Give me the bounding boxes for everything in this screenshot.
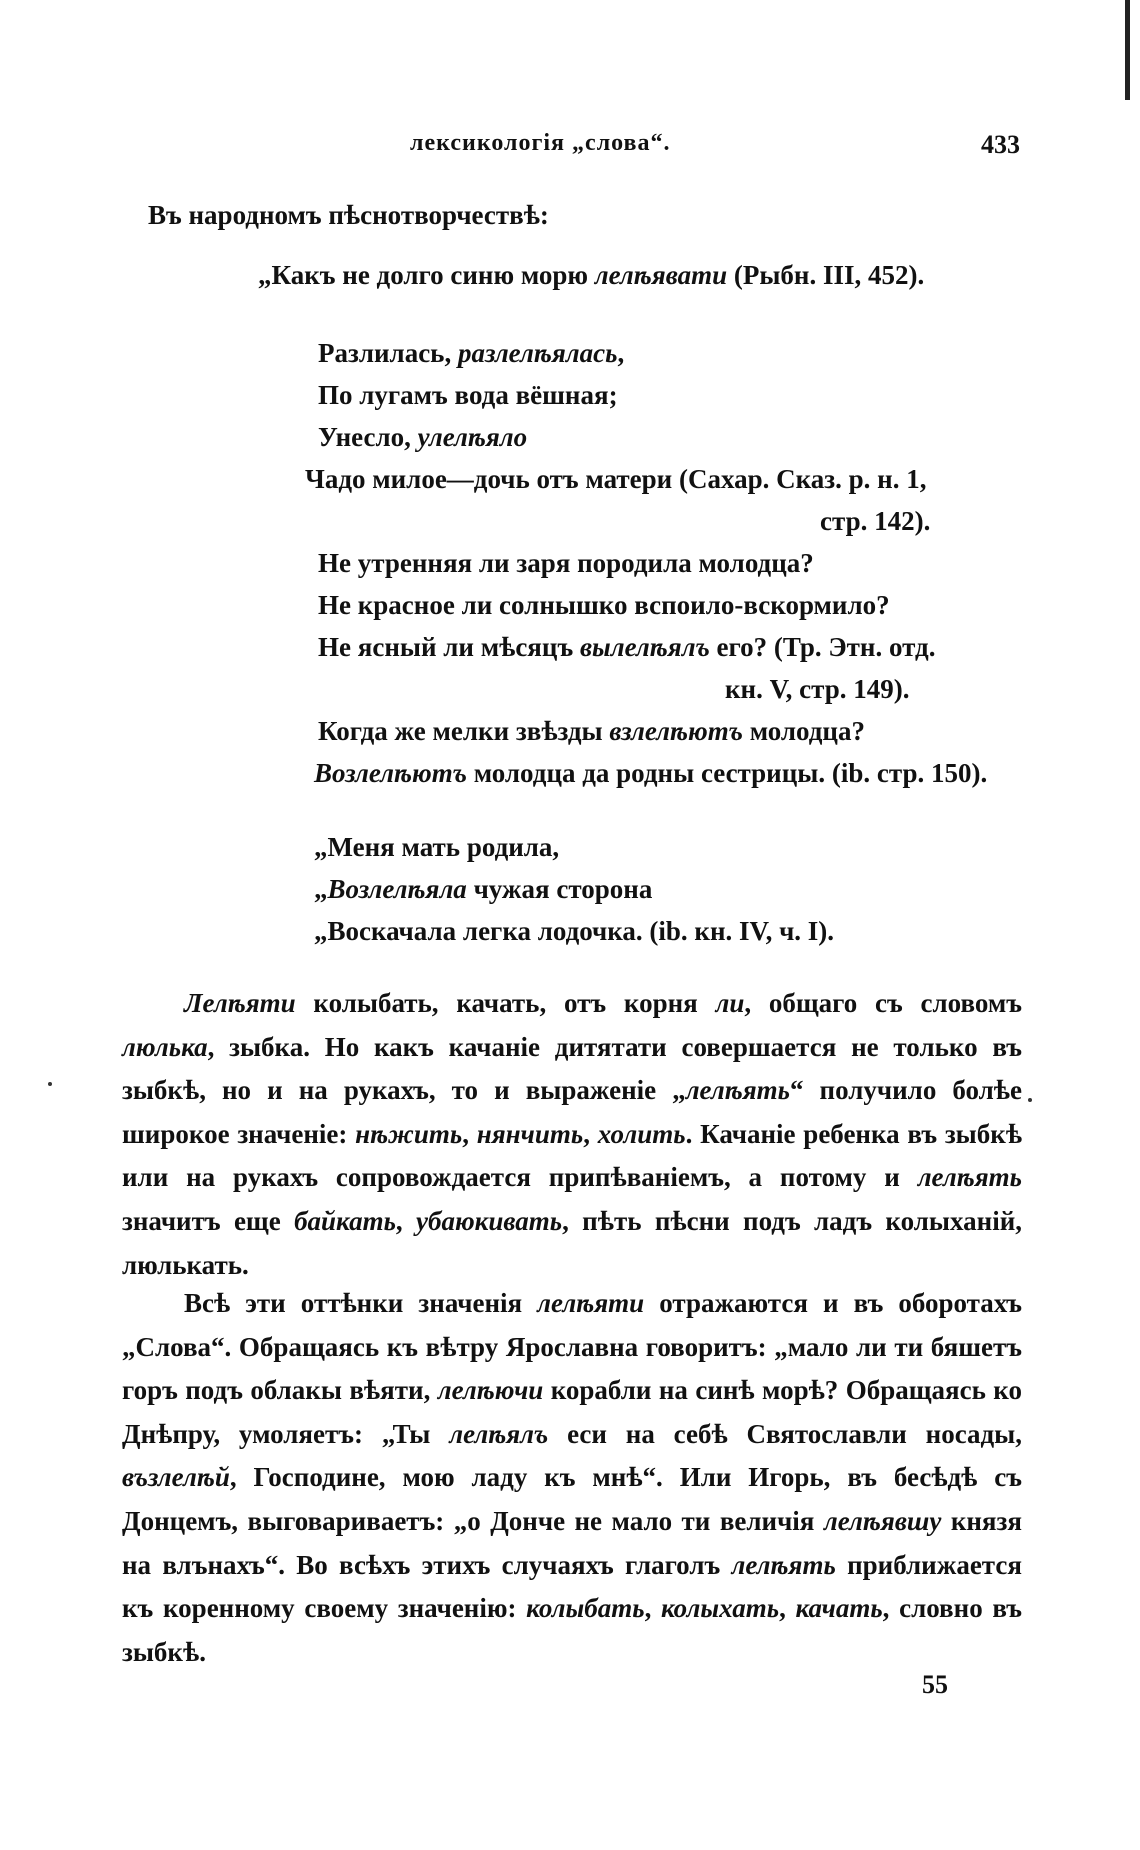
emphasis: холить: [597, 1118, 686, 1149]
verse-text: Разлилась,: [318, 338, 458, 368]
quote-citation: (Рыбн. III, 452).: [727, 260, 925, 290]
verse-emphasis: взлелѣютъ: [609, 716, 743, 746]
verse-text: Унесло,: [318, 422, 418, 452]
verse-text: чужая сторона: [466, 874, 653, 904]
text: ,: [583, 1118, 598, 1149]
verse-text: его? (Тр. Этн. отд.: [709, 632, 936, 662]
text: , пѣть пѣсни подъ ладъ колыханій, люлькать.: [122, 1205, 1022, 1280]
text: , Господине, мою ладу къ мнѣ“. Или Игорь, въ бесѣдѣ съ Донцемъ, выговариваетъ: „о Донче не мало ти величія: [122, 1462, 1022, 1536]
text: ,: [395, 1205, 416, 1236]
paragraph-2: [122, 1282, 1022, 1674]
emphasis: качать: [795, 1593, 883, 1624]
emphasis: нѣжить: [355, 1118, 463, 1149]
verse2-line: „Меня мать родила,: [314, 832, 560, 862]
quote-text: „Какъ не долго синю морю: [258, 260, 595, 290]
text: еси на себѣ Святославли носады,: [548, 1418, 1022, 1449]
running-title: лексикологія „слова“.: [410, 130, 671, 156]
verse-line: [314, 756, 987, 790]
quote-line: [258, 258, 924, 292]
verse-emphasis: Возлелѣютъ: [314, 758, 467, 788]
verse-text: молодца да родны сестрицы. (ib. стр. 150).: [466, 758, 988, 788]
verse-text: ,: [617, 338, 625, 368]
text: , общаго съ словомъ: [744, 988, 1022, 1018]
text: отражаются и въ оборотахъ „Слова“. Обращаясь къ вѣтру Ярославна говоритъ: „мало ли ти бяшетъ горъ подъ облакы вѣяти,: [122, 1288, 1022, 1406]
emphasis: лелѣяти: [537, 1288, 645, 1318]
emphasis: ли: [715, 988, 745, 1018]
emphasis: лелѣять: [685, 1075, 790, 1106]
verse-line: [318, 630, 935, 664]
page-edge-line: [1125, 0, 1130, 100]
emphasis: Лелѣяти: [184, 988, 296, 1018]
text: колыбать, качать, отъ корня: [295, 988, 716, 1018]
emphasis: нянчить: [476, 1118, 584, 1149]
text: ,: [779, 1593, 796, 1624]
emphasis: колыбать: [526, 1593, 645, 1624]
emphasis: люлька: [122, 1031, 208, 1062]
text: Всѣ эти оттѣнки значенія: [184, 1288, 538, 1318]
text: ,: [644, 1593, 661, 1624]
emphasis: убаюкивать: [416, 1205, 563, 1236]
quote-emphasis: лелѣявати: [594, 260, 728, 290]
intro-line: Въ народномъ пѣснотворчествѣ:: [148, 200, 549, 230]
emphasis: байкать: [294, 1205, 396, 1236]
signature-mark: 55: [922, 1670, 948, 1699]
emphasis: възлелѣй: [122, 1462, 230, 1493]
verse-text: молодца?: [742, 716, 865, 746]
scan-speck: [1028, 1098, 1032, 1102]
text: , зыбка. Но какъ качаніе дитятати совершается не только въ зыбкѣ, но и на рукахъ, то и выраженіе „: [122, 1031, 1022, 1106]
paragraph-1: [122, 982, 1022, 1287]
verse-line: Чадо милое—дочь отъ матери (Сахар. Сказ. р. н. 1,: [305, 464, 927, 494]
verse-emphasis: улелѣяло: [417, 422, 528, 452]
emphasis: лелѣявшу: [823, 1505, 942, 1536]
emphasis: колыхать: [661, 1593, 780, 1624]
verse-emphasis: вылелѣялъ: [579, 632, 710, 662]
text: корабли на синѣ морѣ? Обращаясь ко Днѣпру, умоляетъ: „Ты: [122, 1375, 1022, 1449]
text: князя на влънахъ“. Во всѣхъ этихъ случаяхъ глаголъ: [122, 1505, 1022, 1580]
verse-emphasis: разлелѣялась: [457, 338, 618, 368]
verse-line: [318, 420, 527, 454]
verse-line: Не утренняя ли заря породила молодца?: [318, 548, 814, 578]
scan-speck: [48, 1082, 52, 1086]
verse-emphasis: Возлелѣяла: [327, 874, 467, 904]
verse2-line: „Воскачала легка лодочка. (ib. кн. IV, ч. I).: [314, 916, 835, 946]
text: ,: [462, 1118, 477, 1149]
verse-citation-line: кн. V, стр. 149).: [725, 674, 910, 704]
verse-text: „: [314, 874, 328, 904]
text: “ получило болѣе широкое значеніе:: [122, 1075, 1022, 1149]
text: , словно въ зыбкѣ.: [122, 1593, 1023, 1667]
emphasis: лелѣять: [731, 1549, 836, 1580]
text: значитъ еще: [122, 1205, 295, 1236]
verse2-line: [314, 872, 652, 906]
verse-line: [318, 714, 865, 748]
page-header: [410, 130, 1020, 170]
verse-line: Не красное ли солнышко вспоило-вскормило?: [318, 590, 890, 620]
page-number: 433: [981, 130, 1020, 159]
text: . Качаніе ребенка въ зыбкѣ или на рукахъ сопровождается припѣваніемъ, а потому и: [122, 1118, 1023, 1193]
emphasis: лелѣять: [917, 1162, 1022, 1193]
verse-line: [318, 336, 624, 370]
verse-text: Когда же мелки звѣзды: [318, 716, 610, 746]
verse-citation-line: стр. 142).: [820, 506, 931, 536]
verse-line: По лугамъ вода вёшная;: [318, 380, 618, 410]
verse-text: Не ясный ли мѣсяцъ: [318, 632, 580, 662]
emphasis: лелѣючи: [437, 1375, 544, 1406]
text: приближается къ коренному своему значенію:: [122, 1549, 1022, 1624]
emphasis: лелѣялъ: [449, 1418, 549, 1449]
